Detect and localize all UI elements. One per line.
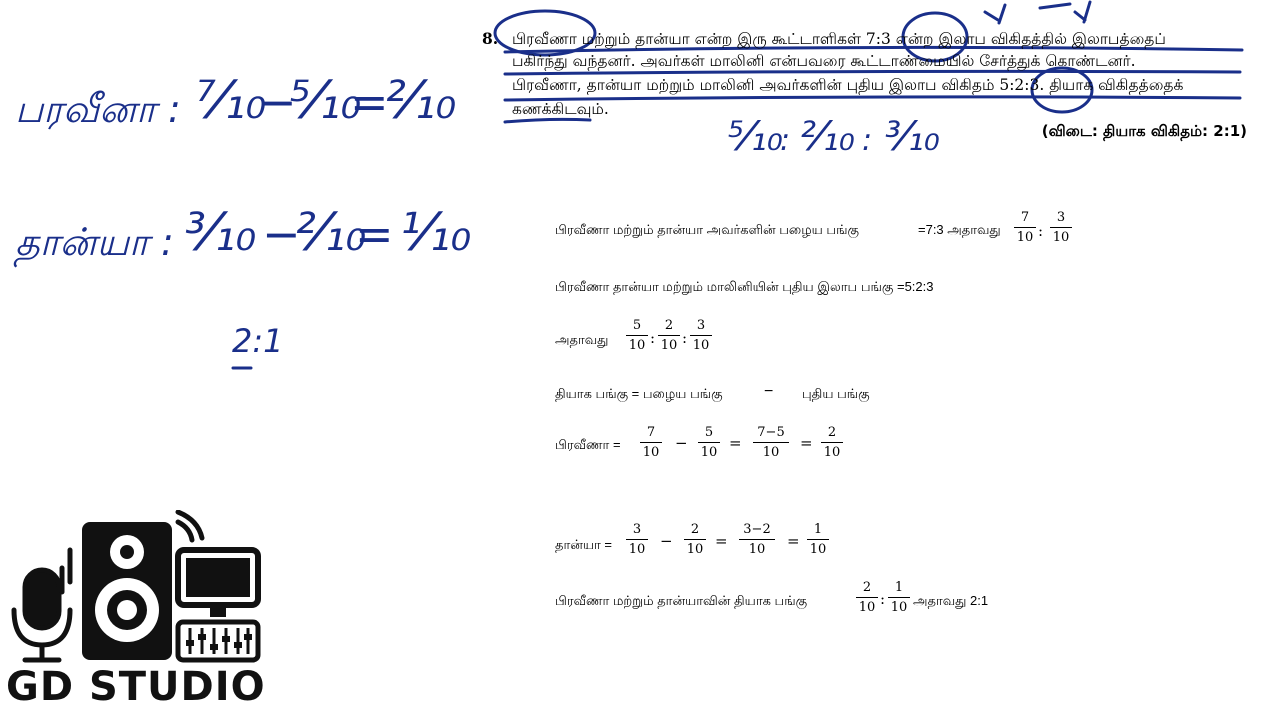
question-line-4: கணக்கிடவும்.	[512, 100, 609, 118]
sacrifice-def-right: புதிய பங்கு	[802, 386, 870, 401]
hw-under-colon: :	[780, 123, 791, 158]
old-frac-1: $\frac{7}{10}$	[1014, 210, 1036, 245]
hw-under-3-10: ³⁄₁₀	[885, 114, 940, 160]
praveena-frac-4: $\frac{2}{10}$	[821, 425, 843, 460]
equals: =	[800, 434, 813, 452]
question-line-2: பகிர்ந்து வந்தனர். அவர்கள் மாலினி என்பவரை கூட்டாண்மையில் சேர்த்துக் கொண்டனர்.	[512, 52, 1136, 70]
old-share-label: பிரவீணா மற்றும் தான்யா அவர்களின் பழைய பங்கு	[555, 222, 859, 237]
colon: :	[880, 590, 886, 608]
new-frac-3: $\frac{3}{10}$	[690, 318, 712, 353]
sacrifice-def-minus: −	[764, 383, 774, 400]
colon: :	[682, 329, 688, 347]
hw-under-5-10: ⁵⁄₁₀	[728, 114, 783, 160]
question-line-1: பிரவீணா மற்றும் தான்யா என்ற இரு கூட்டாளிகள் 7:3 என்ற இலாப விகிதத்தில் இலாபத்தைப்	[512, 30, 1166, 48]
thanya-frac-3: $\frac{3-2}{10}$	[739, 522, 775, 557]
hw-under-2-10: ²⁄₁₀	[800, 114, 855, 160]
handwriting-praveena-label: பரவீனா :	[15, 87, 181, 131]
minus: −	[660, 532, 673, 550]
handwriting-thanya-label: தான்யா :	[15, 220, 174, 264]
colon: :	[650, 329, 656, 347]
hw-minus: −	[258, 75, 297, 129]
hw-equals-2: =	[355, 207, 394, 261]
hw-frac-5-10: ⁵⁄₁₀	[290, 71, 362, 131]
hw-frac-2-10b: ²⁄₁₀	[295, 203, 367, 263]
hw-minus-2: −	[262, 207, 301, 261]
thanya-frac-4: $\frac{1}{10}$	[807, 522, 829, 557]
new-frac-1: $\frac{5}{10}$	[626, 318, 648, 353]
old-share-value: =7:3 அதாவது	[918, 222, 1001, 237]
hw-frac-7-10: ⁷⁄₁₀	[195, 71, 267, 131]
new-share-label: பிரவீணா தான்யா மற்றும் மாலினியின் புதிய இலாப பங்கு =5:2:3	[555, 279, 934, 294]
hw-frac-2-10: ²⁄₁₀	[385, 71, 457, 131]
praveena-frac-3: $\frac{7-5}{10}$	[753, 425, 789, 460]
final-frac-1: $\frac{2}{10}$	[856, 580, 878, 615]
athavathu-label: அதாவது	[555, 332, 609, 347]
thanya-label: தான்யா =	[555, 537, 613, 552]
brand-name: GD STUDIO	[6, 664, 266, 710]
old-frac-2: $\frac{3}{10}$	[1050, 210, 1072, 245]
hw-under-colon-2: :	[862, 123, 873, 158]
praveena-label: பிரவீணா =	[555, 437, 621, 452]
thanya-frac-1: $\frac{3}{10}$	[626, 522, 648, 557]
praveena-frac-2: $\frac{5}{10}$	[698, 425, 720, 460]
equals: =	[715, 532, 728, 550]
answer-text: (விடை: தியாக விகிதம்: 2:1)	[1041, 122, 1247, 140]
colon: :	[1038, 222, 1044, 240]
handwriting-result: 2:1	[232, 322, 284, 360]
hw-frac-3-10: ³⁄₁₀	[185, 203, 257, 263]
thanya-frac-2: $\frac{2}{10}$	[684, 522, 706, 557]
equals: =	[787, 532, 800, 550]
equals: =	[729, 434, 742, 452]
question-number: 8.	[482, 29, 499, 48]
minus: −	[675, 434, 688, 452]
final-tail: அதாவது 2:1	[913, 593, 989, 608]
new-frac-2: $\frac{2}{10}$	[658, 318, 680, 353]
question-line-3: பிரவீணா, தான்யா மற்றும் மாலினி அவர்களின் புதிய இலாப விகிதம் 5:2:3. தியாக விகிதத்தைக்	[512, 76, 1184, 94]
final-label: பிரவீணா மற்றும் தான்யாவின் தியாக பங்கு	[555, 593, 808, 608]
final-frac-2: $\frac{1}{10}$	[888, 580, 910, 615]
hw-equals: =	[350, 75, 389, 129]
sacrifice-def-left: தியாக பங்கு = பழைய பங்கு	[555, 386, 723, 401]
hw-frac-1-10: ¹⁄₁₀	[400, 203, 472, 263]
praveena-frac-1: $\frac{7}{10}$	[640, 425, 662, 460]
